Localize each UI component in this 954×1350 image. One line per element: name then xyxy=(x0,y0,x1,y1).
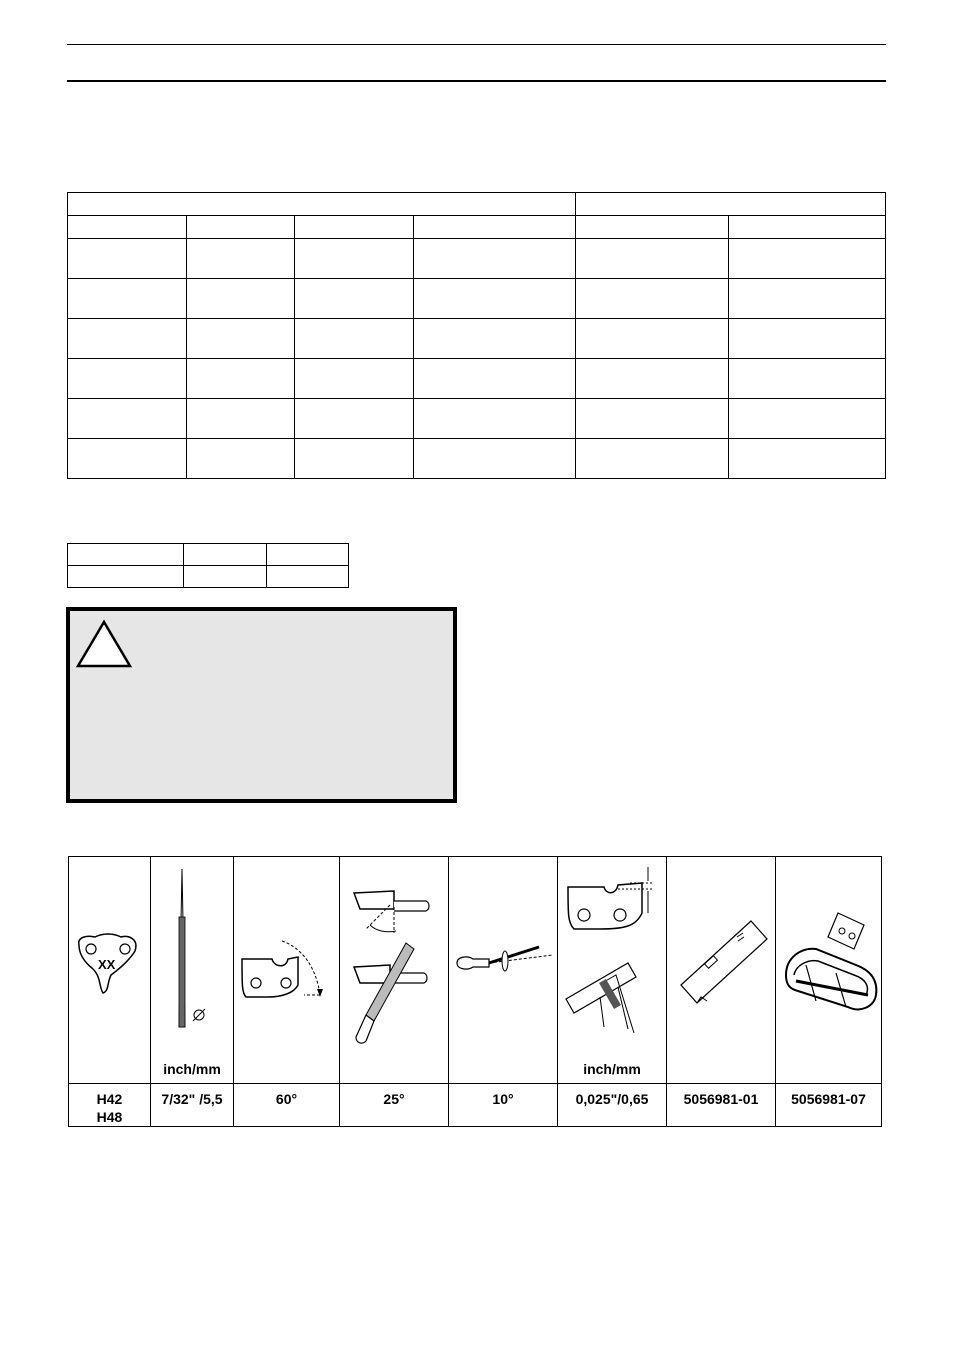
table-row xyxy=(68,279,886,319)
bar-chain-table xyxy=(67,192,886,479)
table-row xyxy=(68,359,886,399)
table-cell xyxy=(729,319,886,359)
chain-model-2: H48 xyxy=(96,1109,123,1125)
table-cell xyxy=(68,566,184,588)
table-cell xyxy=(187,359,295,399)
table-cell xyxy=(267,544,349,566)
table-cell xyxy=(187,399,295,439)
warning-box xyxy=(66,607,457,803)
table-row xyxy=(68,544,349,566)
small-table xyxy=(67,543,349,588)
table-cell xyxy=(576,359,729,399)
values-row xyxy=(69,1084,882,1127)
header-cell-bar xyxy=(68,193,576,216)
table-cell xyxy=(68,399,187,439)
header-cell-chain xyxy=(576,193,886,216)
table-row xyxy=(68,239,886,279)
table-cell xyxy=(187,439,295,479)
cell-chain-marking xyxy=(69,857,151,1084)
table-cell xyxy=(187,279,295,319)
table-cell xyxy=(68,359,187,399)
table-cell xyxy=(414,279,576,319)
cell-chain-model xyxy=(69,1084,151,1127)
table-cell xyxy=(68,319,187,359)
illustration-row xyxy=(69,857,882,1084)
table-cell xyxy=(187,239,295,279)
table-cell xyxy=(414,439,576,479)
subheader-cell xyxy=(414,216,576,239)
top-plate-angle-icon xyxy=(234,857,339,1083)
file-unit-label: inch/mm xyxy=(163,1061,221,1077)
value-file-diameter: 7/32" /5,5 xyxy=(151,1084,234,1127)
depth-gauge-unit-label: inch/mm xyxy=(583,1061,641,1077)
table-header-row xyxy=(68,193,886,216)
table-cell xyxy=(295,239,414,279)
cell-top-plate-angle xyxy=(234,857,340,1084)
header-rule-top xyxy=(67,44,886,45)
table-cell xyxy=(414,359,576,399)
table-cell xyxy=(729,399,886,439)
round-file-icon xyxy=(151,857,233,1083)
depth-gauge-setting-icon xyxy=(558,857,666,1083)
table-cell xyxy=(414,319,576,359)
value-depth-gauge-tool: 5056981-01 xyxy=(667,1084,776,1127)
chain-marking-text: XX xyxy=(98,957,116,972)
table-cell xyxy=(295,359,414,399)
table-cell xyxy=(68,279,187,319)
table-cell xyxy=(576,439,729,479)
table-row xyxy=(68,319,886,359)
file-holder-tilt-icon xyxy=(449,857,557,1083)
subheader-cell xyxy=(187,216,295,239)
table-cell xyxy=(187,319,295,359)
table-cell xyxy=(68,544,184,566)
table-cell xyxy=(729,279,886,319)
cell-depth-gauge-tool xyxy=(667,857,776,1084)
depth-gauge-tool-icon xyxy=(667,857,775,1083)
table-cell xyxy=(267,566,349,588)
table-cell xyxy=(576,319,729,359)
chain-model-1: H42 xyxy=(96,1091,123,1107)
header-rule-bottom xyxy=(67,80,886,82)
chain-gauge-marking-icon xyxy=(69,857,150,1083)
value-file-holder-angle: 10° xyxy=(449,1084,558,1127)
table-row xyxy=(68,439,886,479)
cell-file-diameter xyxy=(151,857,234,1084)
value-top-plate-angle: 60° xyxy=(234,1084,340,1127)
cell-file-guide xyxy=(776,857,882,1084)
table-cell xyxy=(414,239,576,279)
subheader-cell xyxy=(68,216,187,239)
table-cell xyxy=(414,399,576,439)
value-filing-angle: 25° xyxy=(340,1084,449,1127)
subheader-cell xyxy=(729,216,886,239)
file-guide-icon xyxy=(776,857,884,1083)
sharpening-tools-table xyxy=(68,856,882,1127)
table-cell xyxy=(576,239,729,279)
table-cell xyxy=(184,544,267,566)
table-subheader-row xyxy=(68,216,886,239)
table-row xyxy=(68,566,349,588)
value-file-guide: 5056981-07 xyxy=(776,1084,882,1127)
filing-angle-icon xyxy=(340,857,448,1083)
table-cell xyxy=(295,279,414,319)
table-cell xyxy=(295,319,414,359)
cell-filing-angle xyxy=(340,857,449,1084)
table-cell xyxy=(576,399,729,439)
table-cell xyxy=(295,399,414,439)
table-cell xyxy=(184,566,267,588)
table-cell xyxy=(729,359,886,399)
subheader-cell xyxy=(576,216,729,239)
warning-triangle-icon xyxy=(75,619,133,669)
value-depth-gauge: 0,025"/0,65 xyxy=(558,1084,667,1127)
subheader-cell xyxy=(295,216,414,239)
table-cell xyxy=(295,439,414,479)
table-cell xyxy=(729,239,886,279)
cell-file-holder-angle xyxy=(449,857,558,1084)
table-cell xyxy=(576,279,729,319)
table-cell xyxy=(729,439,886,479)
table-row xyxy=(68,399,886,439)
table-cell xyxy=(68,439,187,479)
table-cell xyxy=(68,239,187,279)
cell-depth-gauge xyxy=(558,857,667,1084)
